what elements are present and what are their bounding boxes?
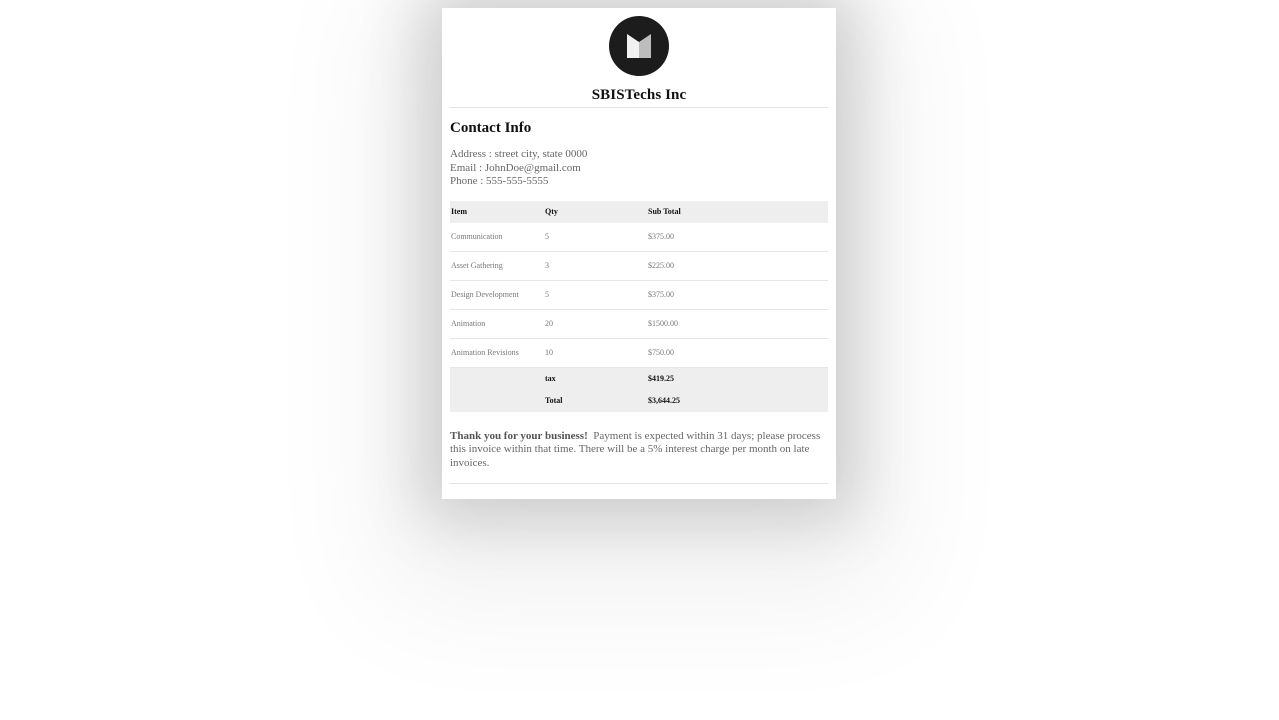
total-label: Total <box>544 390 647 412</box>
row-subtotal: $750.00 <box>647 338 828 367</box>
row-qty: 20 <box>544 309 647 338</box>
tax-value: $419.25 <box>647 367 828 390</box>
row-subtotal: $375.00 <box>647 280 828 309</box>
tax-row <box>450 367 828 390</box>
payment-terms-text: Payment is expected within 31 days; please process this invoice within that time. There will be a 5% interest charge per month on late invoices. <box>450 429 821 469</box>
row-qty: 10 <box>544 338 647 367</box>
total-row <box>450 390 828 412</box>
thank-you-text: Thank you for your business! <box>450 429 588 442</box>
row-qty: 5 <box>544 223 647 252</box>
invoice-header <box>450 8 828 108</box>
row-subtotal: $225.00 <box>647 251 828 280</box>
total-value: $3,644.25 <box>647 390 828 412</box>
company-name: SBISTechs Inc <box>591 87 687 103</box>
row-item: Animation Revisions <box>450 338 544 367</box>
contact-address: Address : street city, state 0000 <box>450 148 588 160</box>
contact-info-title: Contact Info <box>450 120 532 136</box>
m-logo-icon <box>627 34 651 58</box>
contact-details <box>450 148 828 189</box>
header-subtotal: Sub Total <box>647 201 828 223</box>
tax-spacer <box>450 367 544 390</box>
tax-label: tax <box>544 367 647 390</box>
invoice-items-table <box>450 201 828 412</box>
contact-phone: Phone : 555-555-5555 <box>450 175 549 188</box>
table-header-row <box>450 201 828 223</box>
table-row <box>450 251 828 280</box>
row-item: Communication <box>450 223 544 252</box>
row-subtotal: $1500.00 <box>647 309 828 338</box>
total-spacer <box>450 390 544 412</box>
row-qty: 3 <box>544 251 647 280</box>
row-item: Animation <box>450 309 544 338</box>
row-qty: 5 <box>544 280 647 309</box>
header-qty: Qty <box>544 201 647 223</box>
company-logo <box>609 16 669 76</box>
table-row <box>450 280 828 309</box>
row-item: Design Development <box>450 280 544 309</box>
header-item: Item <box>450 201 544 223</box>
contact-email: Email : JohnDoe@gmail.com <box>450 161 581 174</box>
table-row <box>450 309 828 338</box>
row-item: Asset Gathering <box>450 251 544 280</box>
invoice-card <box>442 8 836 499</box>
payment-notice <box>450 430 828 484</box>
table-row <box>450 223 828 252</box>
table-row <box>450 338 828 367</box>
row-subtotal: $375.00 <box>647 223 828 252</box>
